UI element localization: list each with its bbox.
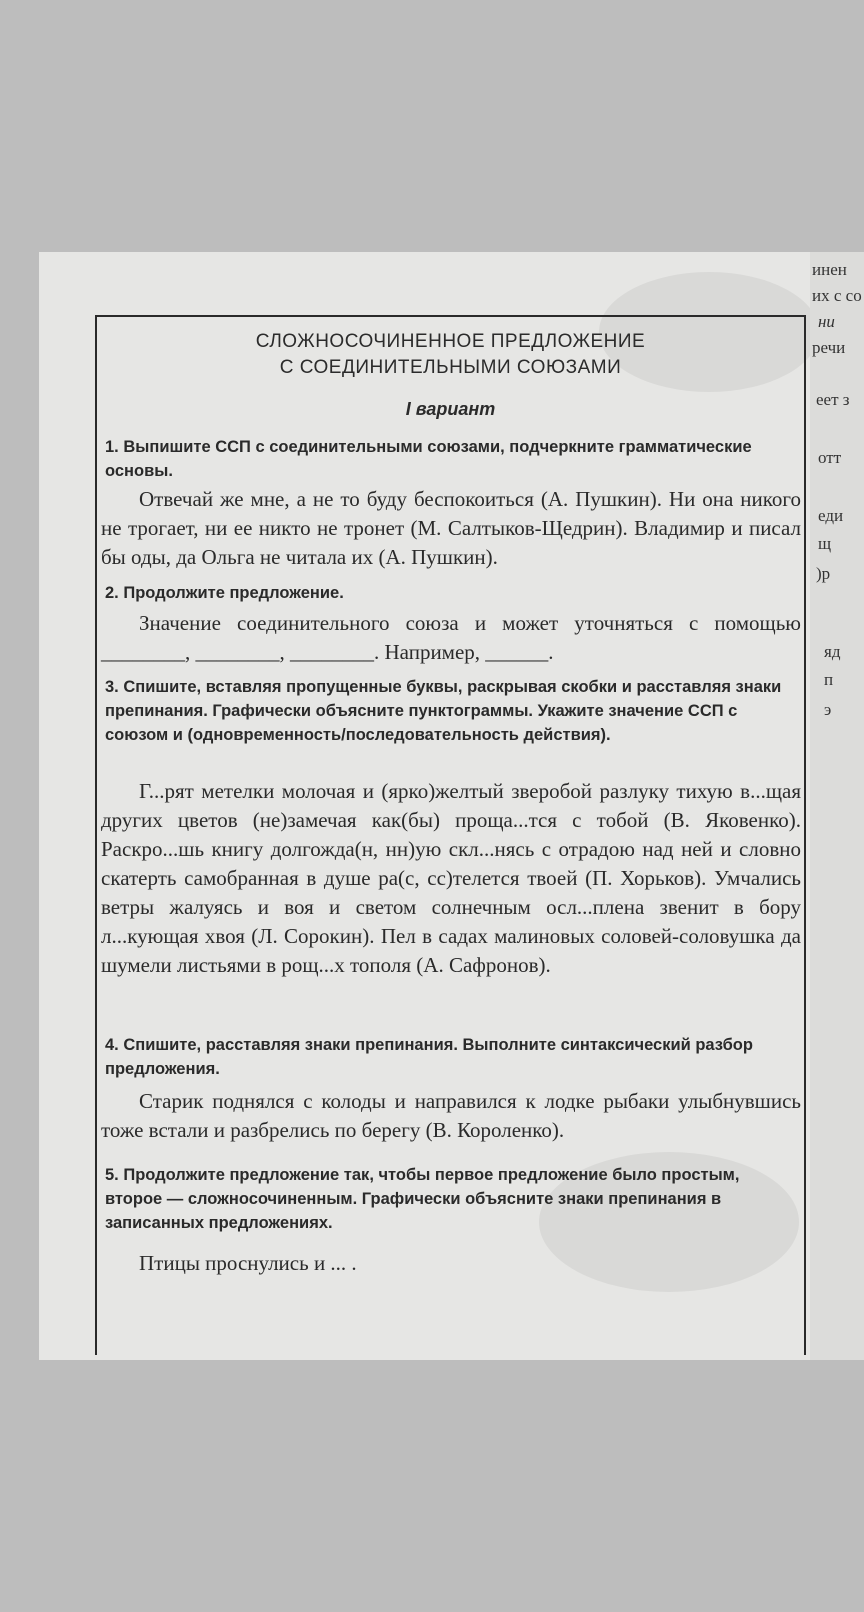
- task-1-text: Отвечай же мне, а не то буду беспокоиться (А. Пушкин). Ни она никого не трогает, ни ее никто не тронет (М. Салтыков-Щедрин). Владимир и писал бы оды, да Ольга не читала их (А. Пушкин).: [101, 487, 801, 569]
- worksheet-frame: [95, 315, 806, 1355]
- task-4-instruction: 4. Спишите, расставляя знаки препинания. Выполните синтаксический разбор предложения.: [105, 1036, 753, 1078]
- side-fragment: их с со: [812, 286, 862, 305]
- task-4-text: Старик поднялся с колоды и направился к лодке рыбаки улыбнувшись тоже встали и разбрелись по берегу (В. Короленко).: [101, 1089, 801, 1142]
- side-fragment: еет з: [816, 390, 850, 409]
- task-2-instruction: 2. Продолжите предложение.: [105, 584, 344, 602]
- variant-heading: I вариант: [405, 399, 496, 419]
- worksheet-title-line-1: СЛОЖНОСОЧИНЕННОЕ ПРЕДЛОЖЕНИЕ: [255, 331, 646, 352]
- side-fragment: еди: [818, 506, 844, 525]
- task-5-instruction: 5. Продолжите предложение так, чтобы первое предложение было простым, второе — сложносочиненным. Графически объясните знаки препинания в записанных предложениях.: [105, 1166, 740, 1232]
- side-fragment: ни: [818, 312, 835, 331]
- side-fragment: отт: [818, 448, 842, 467]
- side-fragment: )р: [816, 564, 831, 583]
- task-1-instruction: 1. Выпишите ССП с соединительными союзами, подчеркните грамматические основы.: [105, 438, 752, 480]
- task-3-instruction: 3. Спишите, вставляя пропущенные буквы, раскрывая скобки и расставляя знаки препинания. Графически объясните пунктограммы. Укажите значение ССП с союзом и (одновременность/последовательность действия).: [105, 678, 782, 744]
- worksheet-title-line-2: С СОЕДИНИТЕЛЬНЫМИ СОЮЗАМИ: [279, 357, 622, 378]
- side-fragment: речи: [812, 338, 846, 357]
- adjacent-page-fragment: [810, 252, 864, 1360]
- task-5-text: Птицы проснулись и ... .: [139, 1251, 357, 1275]
- side-fragment: щ: [818, 534, 832, 553]
- task-2-text: Значение соединительного союза и может уточняться с помощью ________, ________, ________. Например, ______.: [101, 611, 801, 664]
- task-3-text: Г...рят метелки молочая и (ярко)желтый зверобой разлуку тихую в...щая других цветов (не)замечая как(бы) проща...тся с тобой (В. Яковенко). Раскро...шь книгу долгожда(н, нн)ую скл...нясь с отрадою над ней и словно скатерть самобранная в душе ра(с, сс)телется твоей (П. Хорьков). Умчались ветры жалуясь и воя и светом солнечным осл...плена звенит в бору л...кующая хвоя (Л. Сорокин). Пел в садах малиновых соловей-соловушка да шумели листьями в рощ...х тополя (А. Сафронов).: [101, 779, 801, 977]
- side-fragment: инен: [812, 260, 847, 279]
- side-fragment: п: [824, 670, 834, 689]
- side-fragment: яд: [824, 642, 841, 661]
- side-fragment: э: [824, 700, 832, 719]
